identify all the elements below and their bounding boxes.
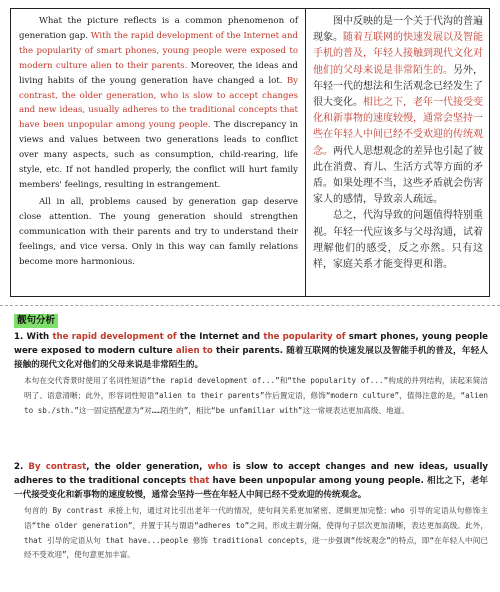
item-number: 1. — [14, 332, 24, 342]
chinese-column — [306, 9, 489, 296]
analysis-sentence — [14, 330, 488, 372]
chinese-sentence: 另外，年轻一代的想法和生活观念已经发生了很大变化。 — [313, 64, 483, 109]
english-sentence: Moreover, the ideas and living habits of the young generation have changed a lot. — [19, 60, 298, 86]
item-number: 2. — [14, 462, 24, 472]
english-highlight-sentence: By contrast, the older generation, who is slow to accept changes and new ideas, usually adheres to the traditional concepts that have been unpopular among young people. — [19, 75, 299, 131]
highlight-phrase: the popularity of — [263, 332, 346, 342]
analysis-item-2 — [14, 460, 488, 563]
chinese-sentence: 两代人思想观念的差异也引起了彼此在消费、育儿、生活方式等方面的矛盾。如果处理不当，这些矛盾就会伤害家人的感情，导致亲人疏远。 — [313, 145, 483, 206]
sentence-text: With — [26, 332, 50, 342]
chinese-highlight-sentence: 随着互联网的快速发展以及智能手机的普及，年轻人接触到现代文化对他们的父母来说是非常陌生的。 — [313, 32, 483, 76]
chinese-paragraph-2: 总之，代沟导致的问题值得特别重视。年轻一代应该多与父母沟通，试着理解他们的感受，反之亦然。只有这样，家庭关系才能变得更和谐。 — [313, 210, 483, 271]
highlight-phrase: By contrast — [28, 462, 87, 472]
chinese-translation: 随着互联网的快速发展以及智能手机的普及，年轻人接触的现代文化对他们的父母来说是非常陌生的。 — [14, 346, 488, 370]
chinese-sentence: 图中反映的是一个关于代沟的普遍现象。 — [313, 16, 483, 44]
highlight-phrase: who — [207, 462, 228, 472]
sentence-text: the Internet and — [179, 332, 261, 342]
sentence-text: is slow to accept changes and new ideas, usually adheres to the traditional concepts — [14, 462, 489, 486]
sentence-text: smart phones, young people were exposed to modern culture — [14, 332, 488, 356]
highlight-phrase: alien to — [175, 346, 213, 356]
analysis-sentence — [14, 460, 488, 502]
english-sentence: The discrepancy in views and values between two generations leads to conflict over many aspects, such as consumption, child-rearing, life style, etc. If not handled properly, the conflict will hurt family members' feelings, resulting in estrangement. — [19, 120, 299, 190]
english-column — [11, 9, 306, 296]
sentence-text: have been unpopular among young people. — [212, 476, 424, 486]
chinese-highlight-sentence: 相比之下，老年一代接受变化和新事物的速度较慢，通常会坚持一些在年轻人中间已经不受欢迎的传统观念。 — [313, 97, 483, 157]
english-paragraph-2: All in all, problems caused by generation gap deserve close attention. The young generation should strengthen communication with their parents and try to understand their feelings, and vice versa. Only in this way can family relations become more harmonious. — [19, 196, 298, 267]
analysis-note: 本句在交代背景时使用了名词性短语“the rapid development of...”和“the popularity of...”构成的并列结构，读起来简洁明了、语意清晰；此外，形容词性短语“alien to their parents”作后置定语，修饰“modern culture”，值得注意的是，“alien to sb./sth.”这一固定搭配意为“对……陌生的”，相比“be unfamiliar with”这一常规表达更加高级、地道。 — [24, 376, 488, 415]
english-highlight-sentence: With the rapid development of the Internet and the popularity of smart phones, young people were exposed to modern culture alien to their parents. — [19, 30, 298, 71]
english-sentence: What the picture reflects is a common phenomenon of generation gap. — [19, 16, 298, 41]
sentence-text: , the older generation, — [86, 462, 203, 472]
analysis-note: 句首的 By contrast 承接上句，通过对比引出老年一代的情况，使句间关系更加紧密、逻辑更加完整；who 引导的定语从句修饰主语“the older generation”，并置于其与谓语“adheres to”之间，形成主谓分隔，使得句子层次更加清晰，表达更加高级。此外，that 引导的定语从句 that have...people 修饰 traditional concepts，进一步强调“传统观念”的特点，即“在年轻人中间已经不受欢迎”，使句意更加丰富。 — [24, 506, 488, 560]
chinese-translation: 相比之下，老年一代接受变化和新事物的速度较慢，通常会坚持一些在年轻人中间已经不受欢迎的传统观念。 — [14, 476, 488, 500]
section-tag: 靓句分析 — [14, 314, 58, 328]
analysis-item-1 — [14, 330, 488, 418]
sentence-text: their parents. — [215, 346, 283, 356]
bilingual-essay-table — [10, 8, 490, 297]
english-paragraph-1 — [19, 14, 298, 193]
highlight-phrase: the rapid development of — [52, 332, 177, 342]
highlight-phrase: that — [189, 476, 210, 486]
chinese-paragraph-1 — [313, 14, 483, 208]
section-divider — [0, 305, 500, 306]
